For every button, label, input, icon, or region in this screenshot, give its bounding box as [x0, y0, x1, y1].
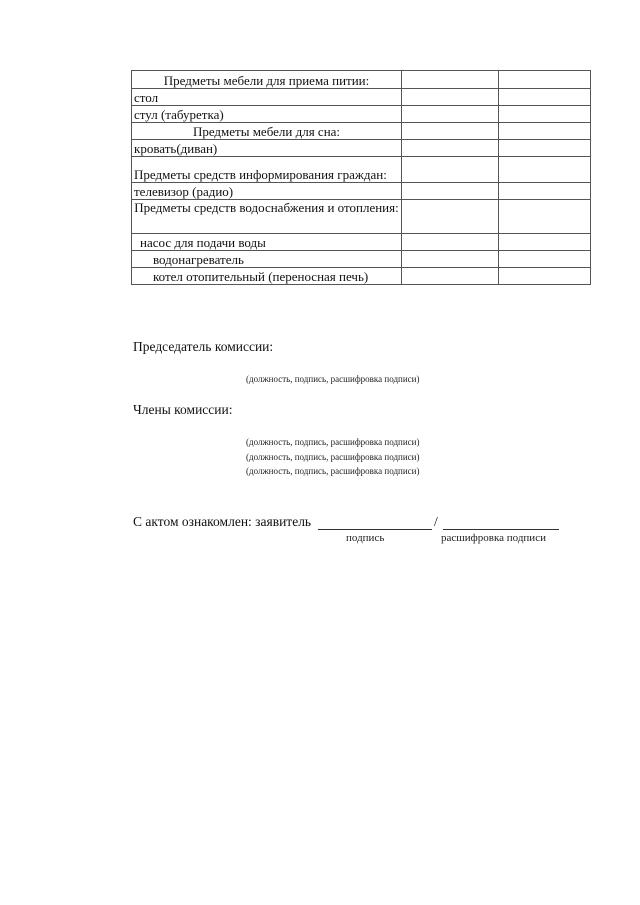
chairman-label: Председатель комиссии: [133, 339, 274, 354]
table-row [132, 71, 591, 89]
table-cell-empty [499, 71, 591, 89]
table-cell-label: водонагреватель [132, 251, 402, 268]
table-cell-empty [499, 123, 591, 140]
table-cell-label: Предметы средств информирования граждан: [132, 157, 402, 183]
table-cell-empty [499, 89, 591, 106]
table-cell-label: кровать(диван) [132, 140, 402, 157]
chairman-signature-hint: (должность, подпись, расшифровка подписи) [246, 374, 420, 384]
name-decoding-hint: расшифровка подписи [441, 532, 546, 544]
member-signature-hint: (должность, подпись, расшифровка подписи) [246, 437, 420, 447]
table-row [132, 106, 591, 123]
table-cell-empty [402, 106, 499, 123]
applicant-signature-line [318, 515, 432, 530]
table-cell-empty [499, 183, 591, 200]
table-cell-empty [499, 251, 591, 268]
table-cell-label: Предметы средств водоснабжения и отопления: [132, 200, 402, 234]
table-row [132, 234, 591, 251]
table-row [132, 157, 591, 183]
table-cell-label: Предметы мебели для сна: [132, 123, 402, 140]
table-cell-empty [499, 140, 591, 157]
member-signature-hint: (должность, подпись, расшифровка подписи) [246, 466, 420, 476]
table-cell-empty [402, 234, 499, 251]
table-cell-empty [402, 157, 499, 183]
table-cell-label: котел отопительный (переносная печь) [132, 268, 402, 285]
table-cell-label: насос для подачи воды [132, 234, 402, 251]
table-row [132, 200, 591, 234]
property-items-table [131, 70, 591, 285]
table-cell-empty [402, 89, 499, 106]
table-cell-empty [499, 157, 591, 183]
table-cell-label: телевизор (радио) [132, 183, 402, 200]
member-signature-hint: (должность, подпись, расшифровка подписи) [246, 452, 420, 462]
signature-hint: подпись [346, 532, 385, 544]
table-cell-empty [499, 200, 591, 234]
table-cell-empty [402, 200, 499, 234]
table-cell-empty [402, 268, 499, 285]
table-cell-empty [402, 123, 499, 140]
table-cell-empty [499, 268, 591, 285]
table-cell-empty [499, 234, 591, 251]
table-cell-empty [499, 106, 591, 123]
members-label: Члены комиссии: [133, 402, 233, 417]
table-cell-label: Предметы мебели для приема питии: [132, 71, 402, 89]
table-cell-empty [402, 140, 499, 157]
table-cell-empty [402, 251, 499, 268]
applicant-name-line [443, 515, 559, 530]
table-cell-empty [402, 71, 499, 89]
acknowledgement-label: С актом ознакомлен: заявитель [133, 514, 312, 529]
table-cell-label: стол [132, 89, 402, 106]
table-row [132, 140, 591, 157]
table-cell-empty [402, 183, 499, 200]
signature-separator: / [434, 514, 438, 529]
table-row [132, 183, 591, 200]
table-row [132, 123, 591, 140]
table-row [132, 268, 591, 285]
table-cell-label: стул (табуретка) [132, 106, 402, 123]
table-row [132, 251, 591, 268]
table-row [132, 89, 591, 106]
